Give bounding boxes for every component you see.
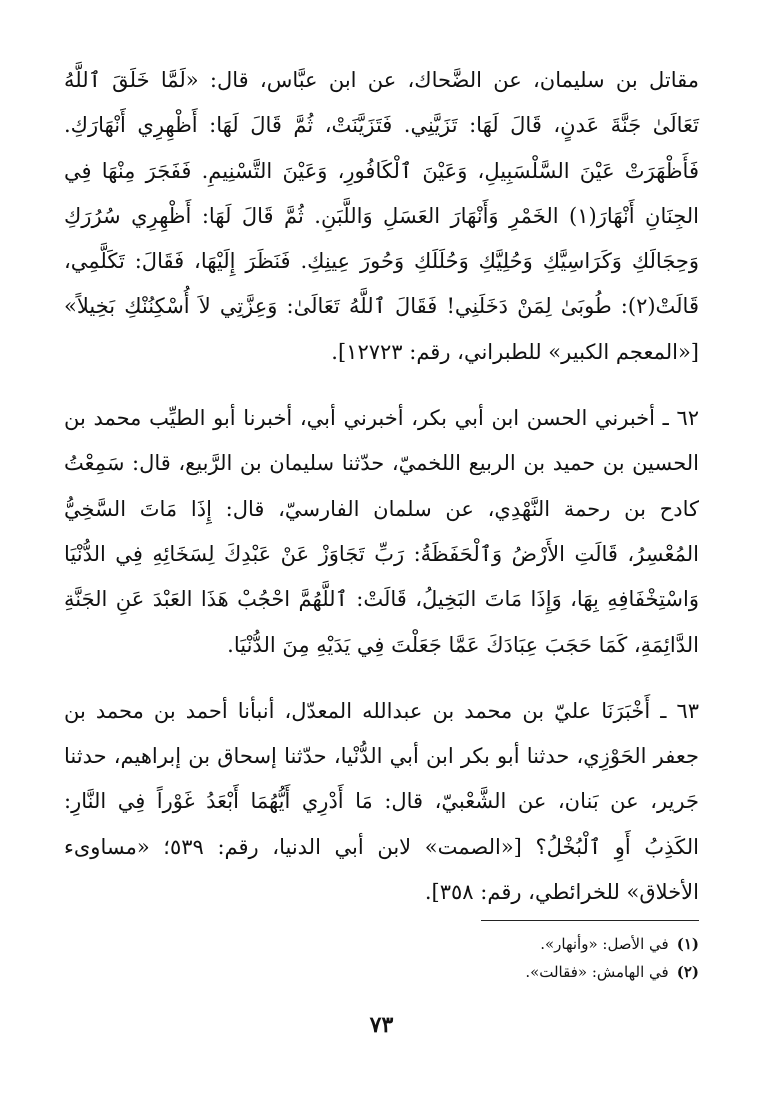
page-number: ٧٣ bbox=[369, 1012, 394, 1038]
footnotes bbox=[64, 930, 699, 986]
footnote-1 bbox=[64, 930, 699, 958]
footnote-number: (١) bbox=[676, 935, 699, 953]
footnote-divider bbox=[481, 920, 699, 921]
footnote-text: في الأصل: «وأنهار». bbox=[540, 935, 669, 953]
paragraph-hadith-63: ٦٣ ـ أَخْبَرَنَا عليّ بن محمد بن عبدالله المعدّل، أنبأنا أحمد بن محمد بن جعفر الحَوْزِي، حدثنا أبو بكر ابن أبي الدُّنْيا، حدّثنا إسحاق بن إبراهيم، حدثنا جَرير، عن بَنان، عن الشَّعْبيّ، قال: مَا أَدْرِي أَيُّهُمَا أَبْعَدُ غَوْراً فِي النَّارِ: الكَذِبُ أَوِ ٱلْبُخْلُ؟ [«الصمت» لابن أبي الدنيا، رقم: ٥٣٩؛ «مساوىء الأخلاق» للخرائطي، رقم: ٣٥٨]. bbox=[64, 698, 699, 905]
paragraph-hadith-61-continued: مقاتل بن سليمان، عن الضَّحاك، عن ابن عبَّاس، قال: «لَمَّا خَلَقَ ٱللَّهُ تَعَالَىٰ جَنَّةَ عَدنٍ، قَالَ لَهَا: تَزَيَّنِي. فَتَزَيَّنَتْ، ثُمَّ قَالَ لَهَا: أَظْهِرِي أَنْهَارَكِ. فَأَظْهَرَتْ عَيْنَ السَّلْسَبِيلِ، وَعَيْنَ ٱلْكَافُورِ، وَعَيْنَ التَّسْنِيمِ. فَفَجَرَ مِنْهَا فِي الجِنَانِ أَنْهَارَ(١) الخَمْرِ وَأَنْهَارَ العَسَلِ وَاللَّبَنِ. ثُمَّ قَالَ لَهَا: أَظْهِرِي سُرُرَكِ وَحِجَالَكِ وَكَرَاسِيَّكِ وَحُلِيَّكِ وَحُلَلَكِ وَحُورَ عِينِكِ. فَنَظَرَ إِلَيْهَا، فَقَالَ: تَكَلَّمِي، قَالَتْ(٢): طُوبَىٰ لِمَنْ دَخَلَنِي! فَقَالَ ٱللَّهُ تَعَالَىٰ: وَعِزَّتِي لاَ أُسْكِنُنْكِ بَخِيلاً» [«المعجم الكبير» للطبراني، رقم: ١٢٧٢٣]. bbox=[64, 68, 700, 364]
footnote-2 bbox=[64, 958, 699, 986]
paragraph-hadith-62: ٦٢ ـ أخبرني الحسن ابن أبي بكر، أخبرني أبي، أخبرنا أبو الطيِّب محمد بن الحسين بن حميد بن الربيع اللخميّ، حدّثنا سليمان بن الرَّبيع، قال: سَمِعْتُ كادح بن رحمة النَّهْدِي، عن سلمان الفارسيّ، قال: إِذَا مَاتَ السَّخِيُّ المُعْسِرُ، قَالَتِ الأَرْضُ وَٱلْحَفَظَةُ: رَبِّ تَجَاوَزْ عَنْ عَبْدِكَ لِسَخَائِهِ فِي الدُّنْيَا وَاسْتِخْفَافِهِ بِهَا، وَإِذَا مَاتَ البَخِيلُ، قَالَتْ: ٱللَّهُمَّ احْجُبْ هَذَا العَبْدَ عَنِ الجَنَّةِ الدَّائِمَةِ، كَمَا حَجَبَ عِبَادَكَ عَمَّا جَعَلْتَ فِي يَدَيْهِ مِنَ الدُّنْيَا. bbox=[64, 406, 699, 657]
footnote-number: (٢) bbox=[676, 963, 699, 981]
footnote-text: في الهامش: «فقالت». bbox=[525, 963, 669, 981]
